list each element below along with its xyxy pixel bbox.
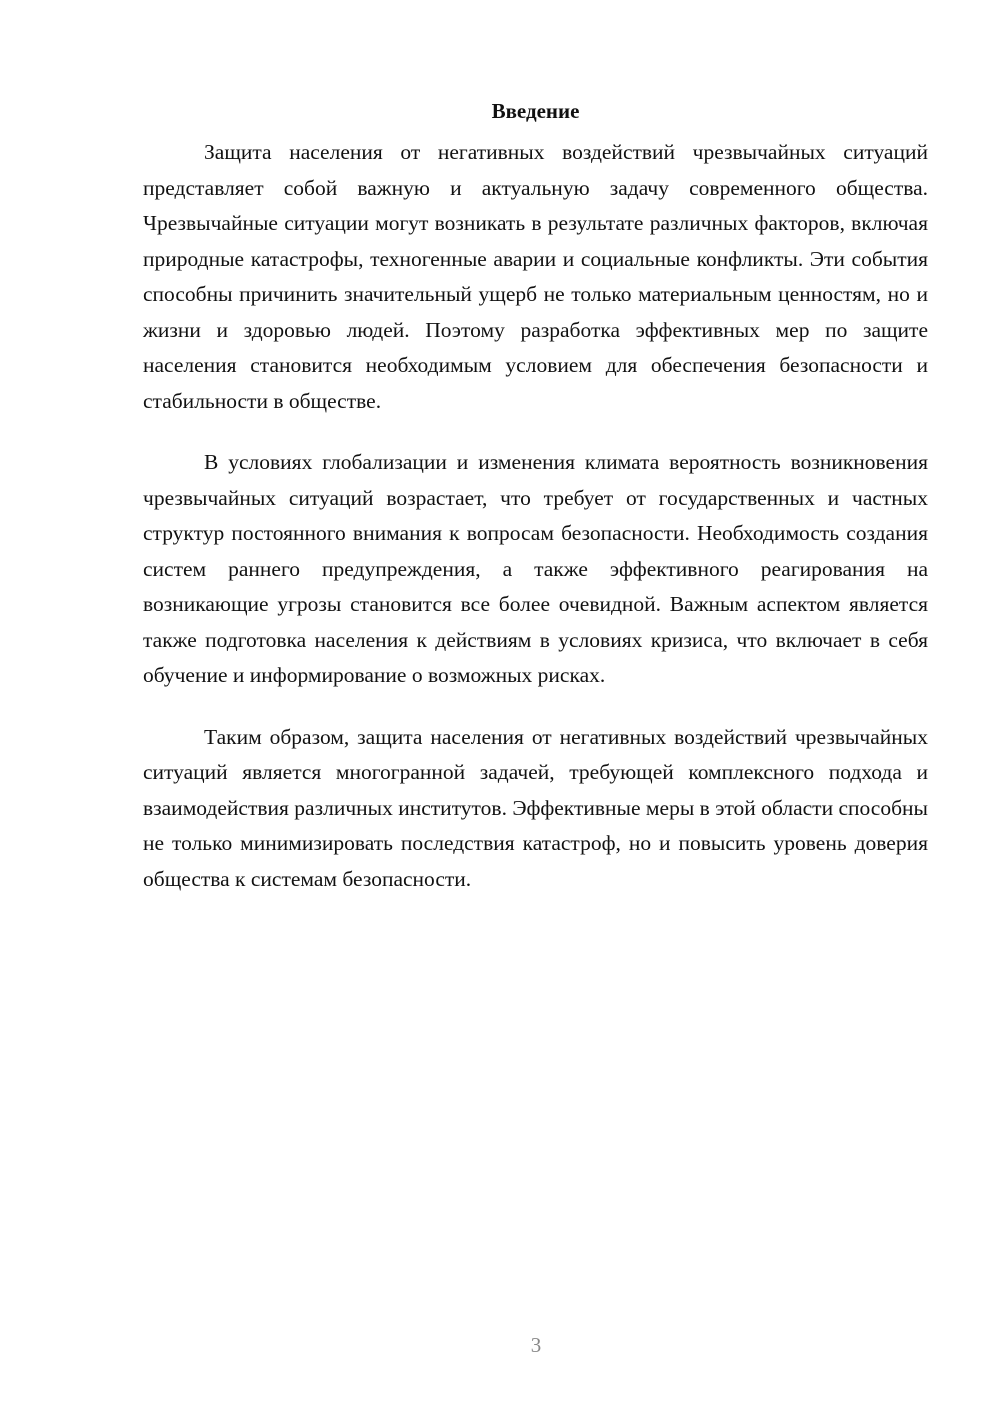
- page-number: 3: [530, 1333, 542, 1357]
- section-heading: Введение: [491, 99, 580, 123]
- paragraph-1: Защита населения от негативных воздействий чрезвычайных ситуаций представляет собой важную и актуальную задачу современного общества. Чрезвычайные ситуации могут возникать в результате различных факторов, включая природные катастрофы, техногенные аварии и социальные конфликты. Эти события способны причинить значительный ущерб не только материальным ценностям, но и жизни и здоровью людей. Поэтому разработка эффективных мер по защите населения становится необходимым условием для обеспечения безопасности и стабильности в обществе.: [143, 140, 928, 413]
- paragraph-3: Таким образом, защита населения от негативных воздействий чрезвычайных ситуаций является многогранной задачей, требующей комплексного подхода и взаимодействия различных институтов. Эффективные меры в этой области способны не только минимизировать последствия катастроф, но и повысить уровень доверия общества к системам безопасности.: [143, 724, 928, 891]
- page-content: [143, 94, 928, 923]
- paragraph-2: В условиях глобализации и изменения климата вероятность возникновения чрезвычайных ситуаций возрастает, что требует от государственных и частных структур постоянного внимания к вопросам безопасности. Необходимость создания систем раннего предупреждения, а также эффективного реагирования на возникающие угрозы становится все более очевидной. Важным аспектом является также подготовка населения к действиям в условиях кризиса, что включает в себя обучение и информирование о возможных рисках.: [143, 450, 928, 687]
